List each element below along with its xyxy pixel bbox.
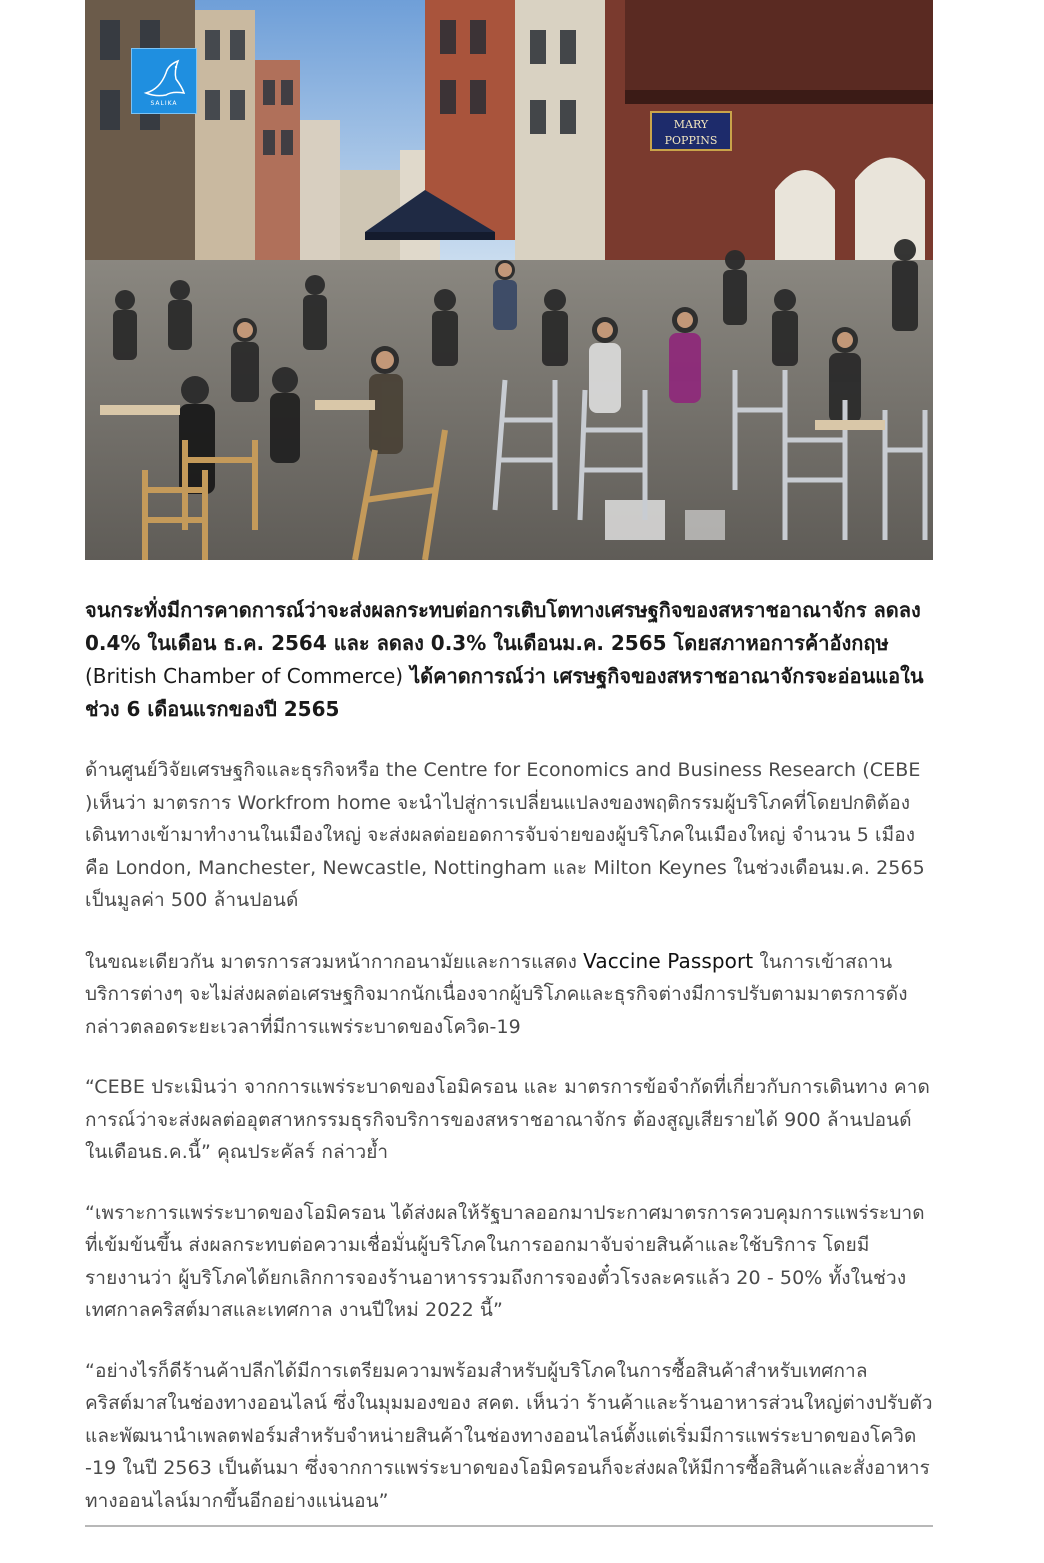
paragraph-text: ในการเข้าสถานบริการต่างๆ จะไม่ส่งผลต่อเศรษฐกิจมากนักเนื่องจากผู้บริโภคและธุรกิจต่างมีการปรับตามมาตรการดังกล่าวตลอดระยะเวลาที่มีการแพร่ระบาดของโควิด-19 [85,950,908,1038]
shop-sign-line2: POPPINS [664,134,718,147]
lead-text-en: (British Chamber of Commerce) [85,664,404,688]
logo-text: SALIKA [150,100,178,107]
lead-text-2: ได้คาดการณ์ว่า เศรษฐกิจของสหราชอาณาจักรจะอ่อนแอในช่วง 6 เดือนแรกของปี 2565 [85,664,924,721]
paragraph-quote-cebe: “CEBE ประเมินว่า จากการแพร่ระบาดของโอมิครอน และ มาตรการข้อจำกัดที่เกี่ยวกับการเดินทาง คาดการณ์ว่าจะส่งผลต่ออุตสาหกรรมธุรกิจบริการของสหราชอาณาจักร ต้องสูญเสียรายได้ 900 ล้านปอนด์ ในเดือนธ.ค.นี้” คุณประคัลร์ กล่าวย้ำ [85,1076,930,1163]
vaccine-passport-term: Vaccine Passport [583,948,754,973]
shop-sign-line1: MARY [673,118,709,131]
hero-photo [85,0,933,560]
lead-paragraph [85,594,933,726]
paragraph-quote-online-retail: “อย่างไรก็ดีร้านค้าปลีกได้มีการเตรียมความพร้อมสำหรับผู้บริโภคในการซื้อสินค้าสำหรับเทศกาลคริสต์มาสในช่องทางออนไลน์ ซึ่งในมุมมองของ สคต. เห็นว่า ร้านค้าและร้านอาหารส่วนใหญ่ต่างปรับตัวและพัฒนานำเพลตฟอร์มสำหรับจำหน่ายสินค้าในช่องทางออนไลน์ตั้งแต่เริ่มมีการแพร่ระบาดของโควิด -19 ในปี 2563 เป็นต้นมา ซึ่งจากการแพร่ระบาดของโอมิครอนก็จะส่งผลให้มีการซื้อสินค้าและสั่งอาหารทางออนไลน์มากขึ้นอีกอย่างแน่นอน” [85,1359,933,1512]
paragraph-quote-omicron: “เพราะการแพร่ระบาดของโอมิครอน ได้ส่งผลให้รัฐบาลออกมาประกาศมาตรการควบคุมการแพร่ระบาดที่เข้มข้นขึ้น ส่งผลกระทบต่อความเชื่อมั่นผู้บริโภคในการออกมาจับจ่ายสินค้าและใช้บริการ โดยมีรายงานว่า ผู้บริโภคได้ยกเลิกการจองร้านอาหารรวมถึงการจองตั๋วโรงละครแล้ว 20 - 50% ทั้งในช่วงเทศกาลคริสต์มาสและเทศกาล งานปีใหม่ 2022 นี้” [85,1201,925,1321]
paragraph-cebe-research: ด้านศูนย์วิจัยเศรษฐกิจและธุรกิจหรือ the Centre for Economics and Business Research (CEBE )เห็นว่า มาตรการ Workfrom home จะนำไปสู่การเปลี่ยนแปลงของพฤติกรรมผู้บริโภคที่โดยปกติต้องเดินทางเข้ามาทำงานในเมืองใหญ่ จะส่งผลต่อยอดการจับจ่ายของผู้บริโภคในเมืองใหญ่ จำนวน 5 เมือง คือ London, Manchester, Newcastle, Nottingham และ Milton Keynes ในช่วงเดือนม.ค. 2565 เป็นมูลค่า 500 ล้านปอนด์ [85,759,925,911]
salika-logo [131,48,197,114]
lead-text-1: จนกระทั่งมีการคาดการณ์ว่าจะส่งผลกระทบต่อการเติบโตทางเศรษฐกิจของสหราชอาณาจักร ลดลง 0.4% ในเดือน ธ.ค. 2564 และ ลดลง 0.3% ในเดือนม.ค. 2565 โดยสภาหอการค้าอังกฤษ [85,598,921,655]
bottom-divider [85,1525,933,1527]
street-scene-illustration [85,0,933,560]
article [85,0,933,1517]
paragraph-vaccine-passport [85,945,933,1044]
paragraph-text: ในขณะเดียวกัน มาตรการสวมหน้ากากอนามัยและการแสดง [85,950,584,973]
